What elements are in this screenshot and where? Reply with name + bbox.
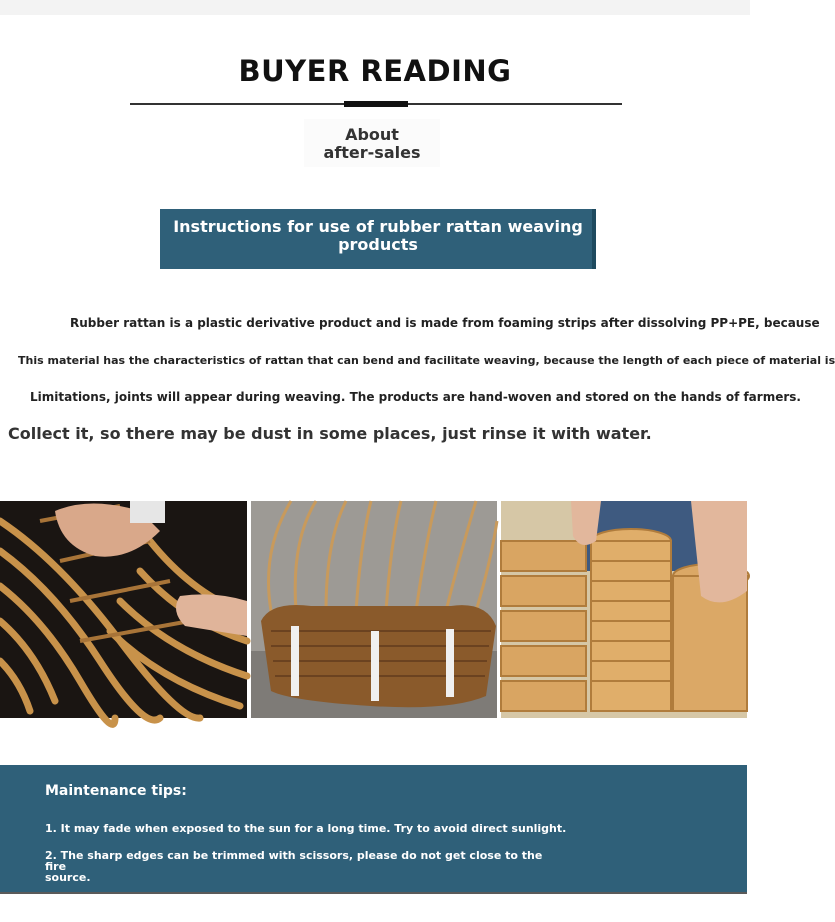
description-line-2: This material has the characteristics of rattan that can bend and facilitate weaving, because the length of each piece of material is — [18, 354, 835, 367]
maintenance-title: Maintenance tips: — [45, 783, 187, 799]
instructions-banner — [160, 209, 596, 269]
stacked-baskets-photo — [501, 501, 747, 718]
page-title: BUYER READING — [238, 54, 512, 88]
subtitle-line-2: after-sales — [323, 143, 421, 162]
maintenance-tip-1: 1. It may fade when exposed to the sun for a long time. Try to avoid direct sunlight. — [45, 822, 567, 835]
maintenance-tip-2-line-2: source. — [45, 871, 91, 884]
title-divider-accent — [344, 101, 408, 107]
basket-frame-photo — [251, 501, 497, 718]
description-line-4: Collect it, so there may be dust in some places, just rinse it with water. — [8, 424, 652, 443]
subtitle-line-1: About — [345, 125, 399, 144]
tips-bottom-border — [0, 892, 747, 894]
description-line-1: Rubber rattan is a plastic derivative product and is made from foaming strips after dissolving PP+PE, because — [70, 316, 820, 330]
banner-edge — [592, 209, 596, 269]
maintenance-tip-2 — [45, 850, 545, 883]
weaving-hands-photo — [0, 501, 247, 718]
maintenance-tips-panel — [0, 765, 747, 892]
banner-line-2: products — [338, 235, 418, 254]
banner-line-1: Instructions for use of rubber rattan weaving — [173, 217, 583, 236]
section-subtitle — [304, 119, 440, 167]
description-line-3: Limitations, joints will appear during weaving. The products are hand-woven and stored on the hands of farmers. — [30, 390, 801, 404]
top-strip — [0, 0, 750, 15]
maintenance-tip-2-line-1: 2. The sharp edges can be trimmed with scissors, please do not get close to the fire — [45, 849, 543, 873]
